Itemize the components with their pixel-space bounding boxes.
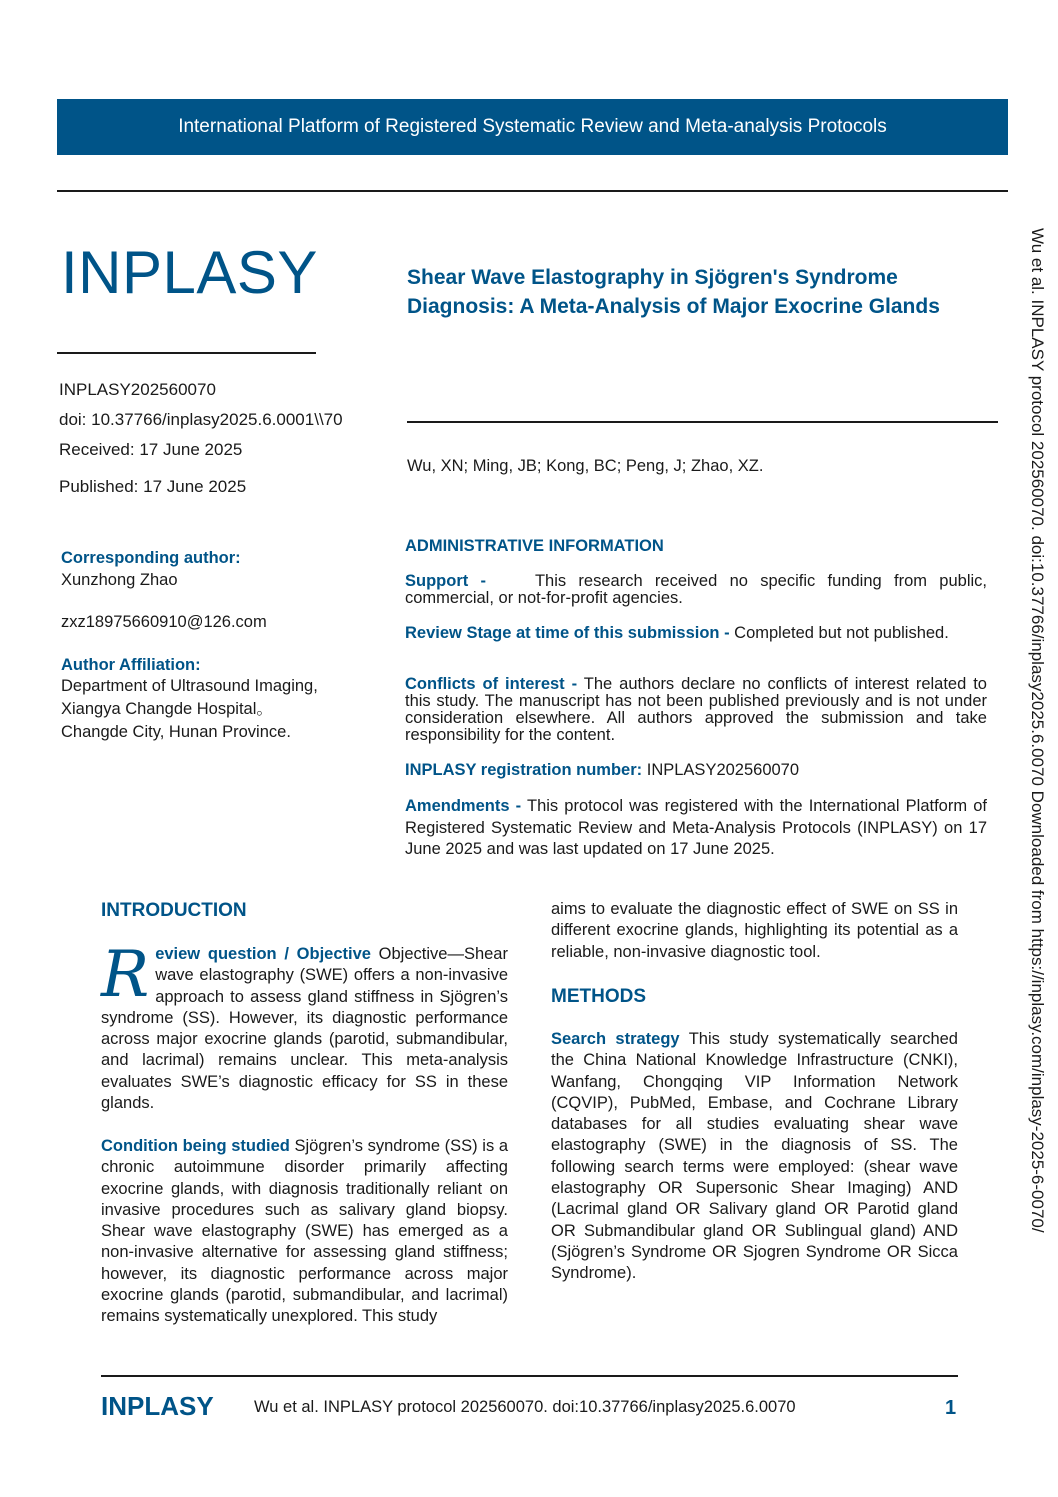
brand-divider <box>57 352 316 354</box>
corresponding-author-email: zxz18975660910@126.com <box>61 613 267 631</box>
footer-brand: INPLASY <box>101 1391 214 1421</box>
methods-heading: METHODS <box>551 986 646 1007</box>
methods-search-strategy: Search strategy This study systematically searched the China National Knowledge Infrastructure (CNKI), Wanfang, Chongqing VIP Information Network (CQVIP), PubMed, Embase, and Cochrane Library databases for all studies evaluating shear wave elastography (SWE) in the diagnosis of SS. The following search terms were employed: (shear wave elastography OR Supersonic Shear Imaging) AND (Lacrimal gland OR Salivary gland OR Parotid gland OR Submandibular gland OR Sublingual gland) AND (Sjögren’s Syndrome OR Sjogren Syndrome OR Sicca Syndrome). <box>551 1030 958 1283</box>
received-date: Received: 17 June 2025 <box>59 440 243 459</box>
admin-conflicts: Conflicts of interest - The authors declare no conflicts of interest related to this study. The manuscript has not been published previously and is not under consideration elsewhere. All authors approved the submission and take responsibility for the content. <box>405 675 987 744</box>
affiliation-line-3: Changde City, Hunan Province. <box>61 723 291 741</box>
banner-text: International Platform of Registered Systematic Review and Meta-analysis Protocols <box>178 116 887 137</box>
admin-support: Support - This research received no specific funding from public, commercial, or not-for-profit agencies. <box>405 572 987 607</box>
corresponding-author-name: Xunzhong Zhao <box>61 571 178 589</box>
admin-heading: ADMINISTRATIVE INFORMATION <box>405 537 664 555</box>
protocol-id: INPLASY202560070 <box>59 380 216 399</box>
page-number: 1 <box>945 1397 957 1419</box>
intro-condition: Condition being studied Sjögren’s syndrome (SS) is a chronic autoimmune disorder primarily affecting exocrine glands, with diagnosis traditionally reliant on invasive procedures such as salivary gland biopsy. Shear wave elastography (SWE) has emerged as a non-invasive alternative for assessing gland stiffness; however, its diagnostic performance across major exocrine glands (parotid, submandibular, and lacrimal) remains systematically unexplored. This study <box>101 1137 508 1326</box>
doi: doi: 10.37766/inplasy2025.6.0001\\70 <box>59 410 343 429</box>
footer-divider <box>101 1375 958 1377</box>
side-download-notice: Wu et al. INPLASY protocol 202560070. doi:10.37766/inplasy2025.6.0070 Downloaded from https://inplasy.com/inplasy-2025-6-0070/ <box>1028 228 1047 1233</box>
brand-logo: INPLASY <box>61 239 318 306</box>
top-divider <box>57 190 1008 192</box>
admin-review-stage: Review Stage at time of this submission - Completed but not published. <box>405 624 949 642</box>
footer-citation: Wu et al. INPLASY protocol 202560070. doi:10.37766/inplasy2025.6.0070 <box>254 1398 796 1416</box>
intro-continuation: aims to evaluate the diagnostic effect of SWE on SS in different exocrine glands, highlighting its potential as a reliable, non-invasive diagnostic tool. <box>551 900 958 961</box>
published-date: Published: 17 June 2025 <box>59 477 247 496</box>
author-list: Wu, XN; Ming, JB; Kong, BC; Peng, J; Zhao, XZ. <box>407 457 764 475</box>
affiliation-line-1: Department of Ultrasound Imaging, <box>61 677 318 695</box>
title-divider <box>407 421 998 423</box>
introduction-heading: INTRODUCTION <box>101 900 247 921</box>
paper-title: Shear Wave Elastography in Sjögren's Syndrome Diagnosis: A Meta-Analysis of Major Exocrine Glands <box>407 266 940 318</box>
admin-registration: INPLASY registration number: INPLASY202560070 <box>405 761 800 779</box>
drop-cap: R <box>101 938 150 1012</box>
intro-review-question: R eview question / Objective Objective—Shear wave elastography (SWE) offers a non-invasive approach to assess gland stiffness in Sjögren’s syndrome (SS). However, its diagnostic performance across major exocrine glands (parotid, submandibular, and lacrimal) remains unclear. This meta-analysis evaluates SWE’s diagnostic efficacy for SS in these glands. <box>101 938 508 1113</box>
corresponding-author-heading: Corresponding author: <box>61 549 241 567</box>
affiliation-heading: Author Affiliation: <box>61 656 201 674</box>
header-banner <box>57 99 1008 155</box>
admin-amendments: Amendments - This protocol was registered with the International Platform of Registered Systematic Review and Meta-Analysis Protocols (INPLASY) on 17 June 2025 and was last updated on 17 June 2025. <box>405 797 987 858</box>
affiliation-line-2: Xiangya Changde Hospital。 <box>61 700 273 718</box>
